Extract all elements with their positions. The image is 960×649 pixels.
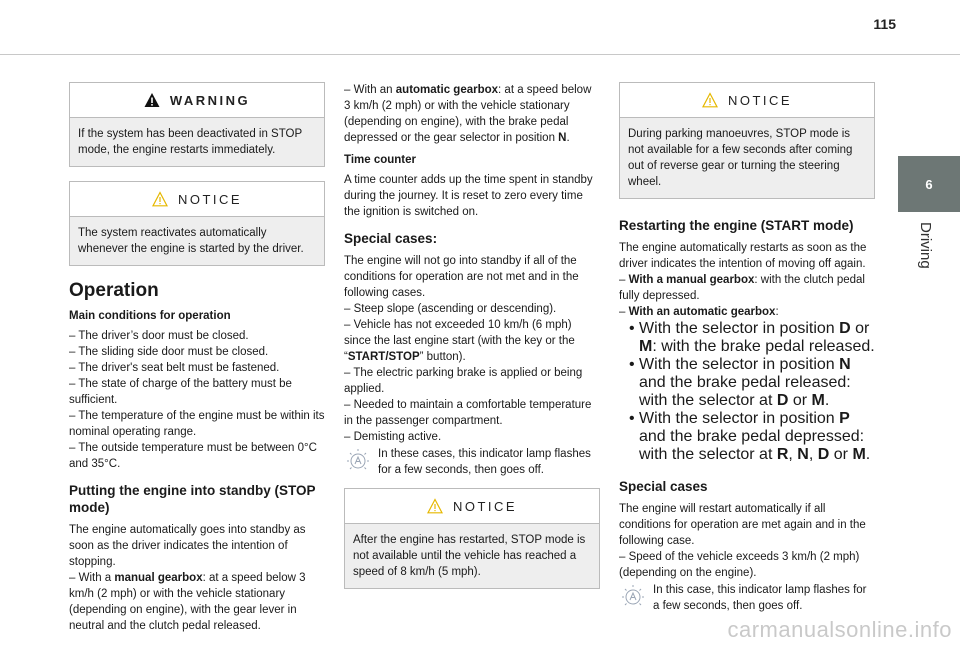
special-cases-heading: Special cases bbox=[619, 479, 708, 494]
list-item: – The sliding side door must be closed. bbox=[69, 346, 269, 358]
list-item: – Vehicle has not exceeded 10 km/h (6 mph) since the last engine start (with the key or the bbox=[344, 319, 575, 347]
selector-list bbox=[619, 320, 875, 464]
indicator-text: In these cases, this indicator lamp flashes for a few seconds, then goes off. bbox=[378, 448, 591, 476]
special-cases-heading: Special cases: bbox=[344, 231, 438, 246]
column-1 bbox=[69, 82, 325, 634]
page-number: 115 bbox=[873, 16, 896, 32]
stop-start-indicator-icon bbox=[344, 448, 372, 472]
list-item: • With the selector in position P and the brake pedal depressed: with the selector at R, N, D or M. bbox=[629, 410, 871, 463]
time-counter-text: A time counter adds up the time spent in standby during the journey. It is reset to zero every time the ignition is switched on. bbox=[344, 174, 593, 218]
list-item: – The driver's seat belt must be fastened. bbox=[69, 362, 280, 374]
automatic-gearbox-paragraph: – With an automatic gearbox: at a speed below 3 km/h (2 mph) or with the vehicle stationary (depending on engine), with the brake pedal depressed or the gear selector in position N. bbox=[344, 84, 592, 144]
column-3 bbox=[619, 82, 875, 614]
restart-manual: – With a manual gearbox: with the clutch pedal fully depressed. bbox=[619, 274, 865, 302]
special-case-item: – Speed of the vehicle exceeds 3 km/h (2 mph) (depending on the engine). bbox=[619, 551, 860, 579]
notice-text: During parking manoeuvres, STOP mode is not available for a few seconds after coming out of reverse gear or turning the steering wheel. bbox=[628, 128, 853, 188]
notice-triangle-icon bbox=[427, 498, 443, 514]
list-item: – Steep slope (ascending or descending). bbox=[344, 303, 557, 315]
notice-triangle-icon bbox=[152, 191, 168, 207]
list-item: – The temperature of the engine must be within its nominal operating range. bbox=[69, 410, 325, 438]
conditions-list bbox=[69, 328, 325, 472]
watermark: carmanualsonline.info bbox=[727, 617, 952, 642]
operation-heading: Operation bbox=[69, 280, 159, 301]
list-item: • With the selector in position N and the brake pedal released: with the selector at D or M. bbox=[629, 356, 851, 409]
list-item: – Demisting active. bbox=[344, 431, 442, 443]
chapter-number: 6 bbox=[925, 176, 933, 192]
list-item: – The outside temperature must be between 0°C and 35°C. bbox=[69, 442, 317, 470]
time-counter-heading: Time counter bbox=[344, 154, 416, 166]
manual-gearbox-paragraph: – With a manual gearbox: at a speed below 3 km/h (2 mph) or with the vehicle stationary (depending on engine), with the gear lever in neutral and the clutch pedal released. bbox=[69, 572, 306, 632]
list-item: • With the selector in position D or M: with the brake pedal released. bbox=[629, 320, 875, 355]
chapter-label: Driving bbox=[917, 222, 934, 269]
warning-triangle-icon bbox=[144, 92, 160, 108]
special-cases-list bbox=[344, 301, 600, 445]
notice-box bbox=[619, 82, 875, 199]
list-item: – The state of charge of the battery must be sufficient. bbox=[69, 378, 292, 406]
restart-intro: The engine automatically restarts as soon as the driver indicates the intention of moving off again. bbox=[619, 242, 867, 270]
list-item: – The electric parking brake is applied or being applied. bbox=[344, 367, 583, 395]
notice-text: After the engine has restarted, STOP mode is not available until the vehicle has reached a speed of 8 km/h (5 mph). bbox=[353, 534, 586, 578]
indicator-note bbox=[344, 446, 600, 478]
notice-box bbox=[344, 488, 600, 589]
column-2 bbox=[344, 82, 600, 603]
list-item: – Needed to maintain a comfortable temperature in the passenger compartment. bbox=[344, 399, 592, 427]
special-cases-intro: The engine will not go into standby if all of the conditions for operation are not met and in the following cases. bbox=[344, 255, 579, 299]
list-item: “START/STOP” button). bbox=[344, 351, 466, 363]
restart-automatic: – With an automatic gearbox: bbox=[619, 306, 779, 318]
notice-title: NOTICE bbox=[727, 92, 793, 108]
warning-box bbox=[69, 82, 325, 167]
standby-heading: Putting the engine into standby (STOP mode) bbox=[69, 483, 316, 515]
notice-box bbox=[69, 181, 325, 266]
notice-title: NOTICE bbox=[177, 191, 243, 207]
chapter-tab[interactable] bbox=[898, 156, 960, 212]
warning-text: If the system has been deactivated in STOP mode, the engine restarts immediately. bbox=[78, 128, 302, 156]
warning-title: WARNING bbox=[169, 92, 251, 108]
notice-triangle-icon bbox=[702, 92, 718, 108]
main-conditions-heading: Main conditions for operation bbox=[69, 310, 231, 322]
restart-heading: Restarting the engine (START mode) bbox=[619, 218, 854, 233]
list-item: – The driver’s door must be closed. bbox=[69, 330, 249, 342]
indicator-note bbox=[619, 582, 875, 614]
indicator-text: In this case, this indicator lamp flashes for a few seconds, then goes off. bbox=[653, 584, 867, 612]
stop-start-indicator-icon bbox=[619, 584, 647, 608]
special-cases-intro: The engine will restart automatically if all conditions for operation are met again and in the following case. bbox=[619, 503, 866, 547]
notice-title: NOTICE bbox=[452, 498, 518, 514]
header-divider bbox=[0, 54, 960, 55]
notice-text: The system reactivates automatically whenever the engine is started by the driver. bbox=[78, 227, 304, 255]
standby-intro: The engine automatically goes into standby as soon as the driver indicates the intention of stopping. bbox=[69, 524, 306, 568]
